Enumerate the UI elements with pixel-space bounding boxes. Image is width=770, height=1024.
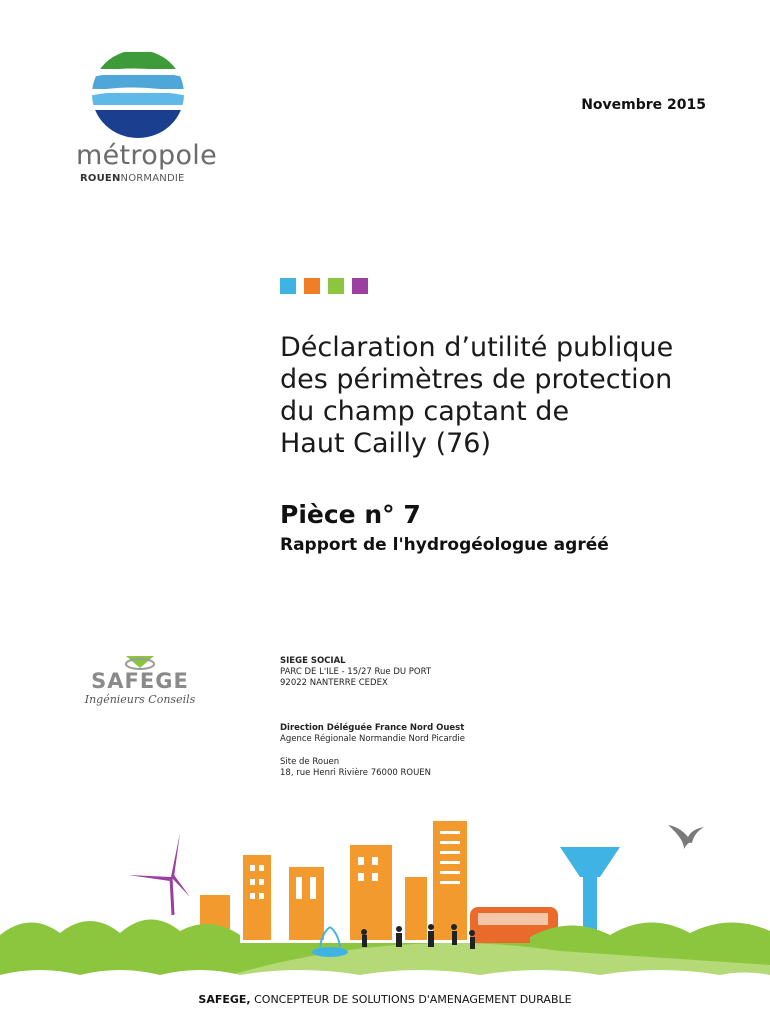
- title-line: Déclaration d’utilité publique: [280, 332, 674, 363]
- footer-brand: SAFEGE,: [198, 993, 251, 1006]
- square-purple: [352, 278, 368, 294]
- metropole-logo: [78, 52, 218, 192]
- square-orange: [304, 278, 320, 294]
- color-squares: [280, 278, 368, 294]
- svg-text:Ingénieurs Conseils: Ingénieurs Conseils: [84, 693, 196, 706]
- piece-subtitle: Rapport de l'hydrogéologue agréé: [280, 535, 609, 555]
- city-illustration: [0, 815, 770, 990]
- siege-line: PARC DE L'ILE - 15/27 Rue DU PORT: [280, 667, 432, 677]
- direction-address: [280, 723, 465, 745]
- site-line: 18, rue Henri Rivière 76000 ROUEN: [280, 768, 432, 778]
- square-green: [328, 278, 344, 294]
- title-line: des périmètres de protection: [280, 364, 673, 395]
- site-address: [280, 757, 431, 779]
- siege-address: [280, 656, 431, 689]
- title-line: Haut Cailly (76): [280, 428, 492, 459]
- direction-line: Agence Régionale Normandie Nord Picardie: [280, 734, 466, 744]
- footer-text: CONCEPTEUR DE SOLUTIONS D'AMENAGEMENT DURABLE: [250, 993, 572, 1006]
- direction-title: Direction Déléguée France Nord Ouest: [280, 723, 465, 733]
- title-line: du champ captant de: [280, 396, 570, 427]
- svg-text:SAFEGE: SAFEGE: [91, 669, 189, 693]
- square-blue: [280, 278, 296, 294]
- siege-title: SIEGE SOCIAL: [280, 656, 346, 666]
- document-title: [280, 332, 720, 460]
- metropole-logo-subtitle: ROUENNORMANDIE: [80, 173, 185, 184]
- safege-logo: [70, 655, 210, 707]
- document-date: Novembre 2015: [581, 97, 706, 113]
- piece-number: Pièce n° 7: [280, 500, 421, 529]
- footer-tagline: [0, 993, 770, 1006]
- site-line: Site de Rouen: [280, 757, 340, 767]
- metropole-logo-word: métropole: [76, 140, 217, 171]
- siege-line: 92022 NANTERRE CEDEX: [280, 678, 388, 688]
